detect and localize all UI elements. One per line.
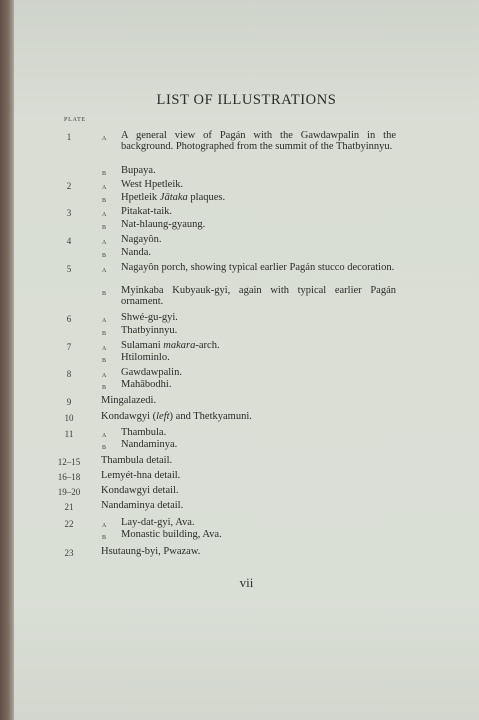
plate-letter: A bbox=[102, 346, 107, 352]
plate-letter: B bbox=[102, 445, 107, 451]
plate-letter: A bbox=[102, 240, 107, 246]
plate-letter: A bbox=[102, 433, 107, 439]
plate-caption: Kondawgyi detail. bbox=[101, 485, 179, 496]
plate-number: 11 bbox=[64, 429, 74, 439]
plate-caption: A general view of Pagán with the Gawdawpalin in the background. Photographed from the summit of the Thatbyinnyu. bbox=[121, 130, 396, 152]
plate-letter: B bbox=[102, 358, 107, 364]
plate-caption: Thambula. bbox=[121, 427, 167, 438]
plate-caption: Mahābodhi. bbox=[121, 379, 172, 390]
plate-caption: Hsutaung-byi, Pwazaw. bbox=[101, 546, 201, 557]
page-number: vii bbox=[239, 575, 254, 590]
plate-letter: B bbox=[102, 198, 107, 204]
plate-number: 12–15 bbox=[57, 457, 81, 467]
plate-caption: West Hpetleik. bbox=[121, 179, 184, 190]
plate-caption: Lay-dat-gyi, Ava. bbox=[121, 517, 195, 528]
plate-letter: A bbox=[102, 318, 107, 324]
page-title: LIST OF ILLUSTRATIONS bbox=[156, 92, 337, 108]
plate-caption: Shwé-gu-gyi. bbox=[121, 312, 178, 323]
plate-letter: B bbox=[102, 225, 107, 231]
plate-caption: Thatbyinnyu. bbox=[121, 325, 178, 336]
plate-letter: A bbox=[102, 523, 107, 529]
book-page bbox=[14, 0, 479, 720]
plate-caption: Kondawgyi (left) and Thetkyamuni. bbox=[101, 411, 252, 422]
plate-caption: Nagayôn porch, showing typical earlier Pagán stucco decoration. bbox=[121, 262, 395, 273]
plate-caption: Pitakat-taik. bbox=[121, 206, 173, 217]
plate-letter: B bbox=[102, 385, 107, 391]
plate-caption: Monastic building, Ava. bbox=[121, 529, 222, 540]
plate-number: 10 bbox=[64, 413, 74, 423]
plate-letter: A bbox=[102, 136, 107, 142]
plate-letter: B bbox=[102, 291, 107, 297]
plate-letter: B bbox=[102, 253, 107, 259]
plate-caption: Nat-hlaung-gyaung. bbox=[121, 219, 206, 230]
plate-letter: A bbox=[102, 268, 107, 274]
plate-number: 2 bbox=[66, 181, 72, 191]
plate-caption: Htilominlo. bbox=[121, 352, 170, 363]
plate-number: 7 bbox=[66, 342, 72, 352]
plate-number: 6 bbox=[66, 314, 72, 324]
plate-letter: A bbox=[102, 373, 107, 379]
plate-caption: Thambula detail. bbox=[101, 455, 173, 466]
plate-letter: B bbox=[102, 171, 107, 177]
plate-caption: Nagayôn. bbox=[121, 234, 162, 245]
plate-number: 19–20 bbox=[57, 487, 81, 497]
plate-caption: Gawdawpalin. bbox=[121, 367, 182, 378]
plate-number: 4 bbox=[66, 236, 72, 246]
plate-number: 5 bbox=[66, 264, 72, 274]
plate-number: 8 bbox=[66, 369, 72, 379]
plate-caption: Sulamani makara-arch. bbox=[121, 340, 220, 351]
plate-column-header: PLATE bbox=[64, 117, 86, 123]
plate-letter: B bbox=[102, 331, 107, 337]
plate-number: 1 bbox=[66, 132, 72, 142]
plate-number: 21 bbox=[64, 502, 74, 512]
plate-caption: Mingalazedi. bbox=[101, 395, 157, 406]
plate-number: 9 bbox=[66, 397, 72, 407]
plate-number: 22 bbox=[64, 519, 74, 529]
plate-caption: Lemyét-hna detail. bbox=[101, 470, 181, 481]
plate-caption: Nanda. bbox=[121, 247, 152, 258]
plate-caption: Nandaminya detail. bbox=[101, 500, 184, 511]
plate-number: 3 bbox=[66, 208, 72, 218]
plate-letter: A bbox=[102, 185, 107, 191]
plate-letter: A bbox=[102, 212, 107, 218]
plate-caption: Hpetleik Jātaka plaques. bbox=[121, 192, 226, 203]
plate-number: 16–18 bbox=[57, 472, 81, 482]
plate-letter: B bbox=[102, 535, 107, 541]
plate-number: 23 bbox=[64, 548, 74, 558]
plate-caption: Nandaminya. bbox=[121, 439, 178, 450]
plate-caption: Bupaya. bbox=[121, 165, 156, 176]
plate-caption: Myinkaba Kubyauk-gyi, again with typical earlier Pagán ornament. bbox=[121, 285, 396, 307]
